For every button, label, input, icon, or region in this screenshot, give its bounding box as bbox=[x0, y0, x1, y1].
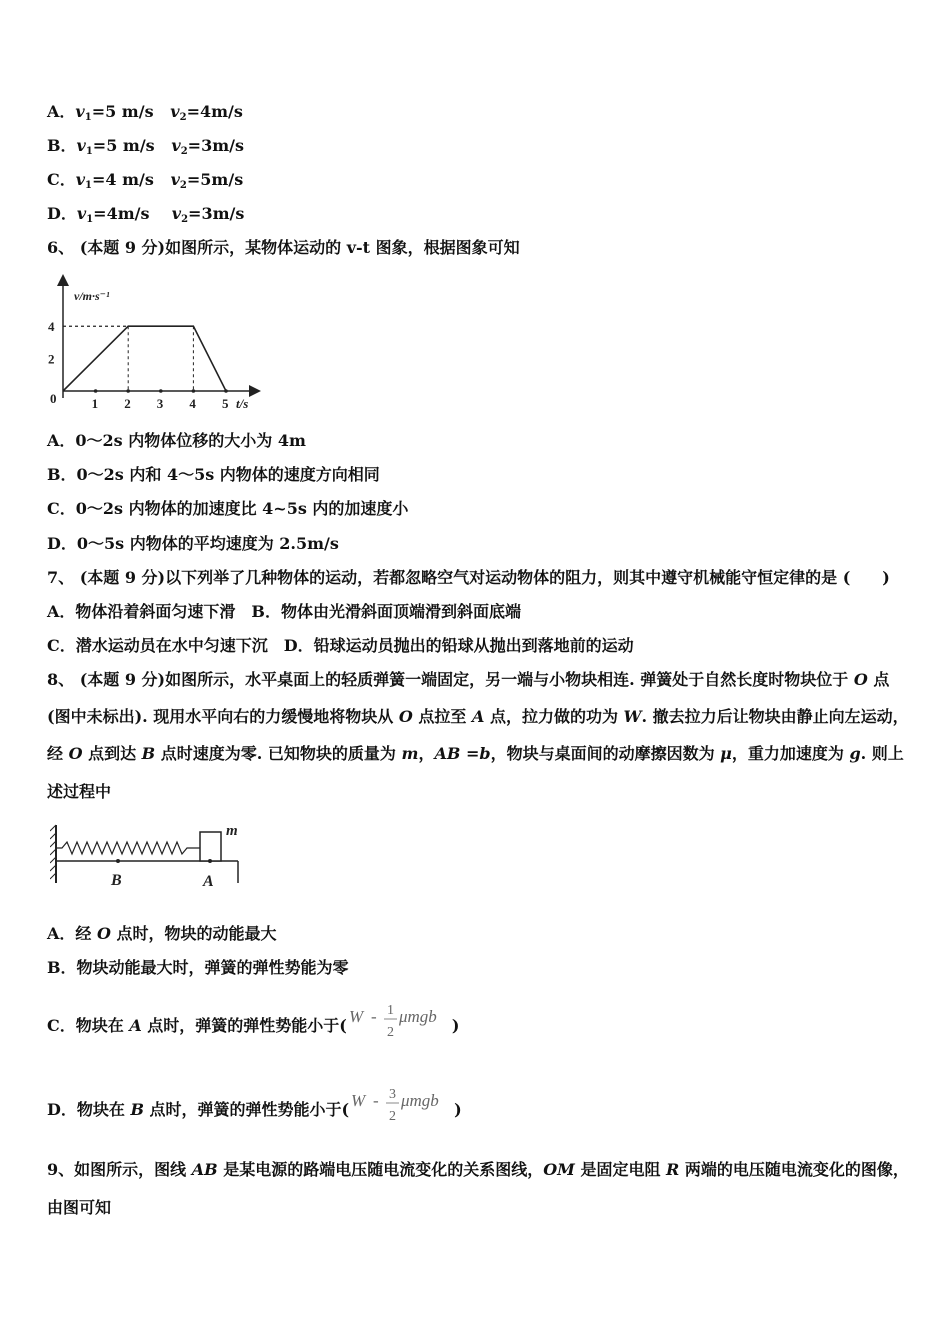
formula-c bbox=[347, 1002, 452, 1052]
svg-text:-: - bbox=[373, 1090, 379, 1110]
svg-text:2: 2 bbox=[386, 1024, 394, 1040]
q9-stem-line2: 由图可知 bbox=[47, 1198, 112, 1217]
q6-option-a: A．0～2s 内物体位移的大小为 4m bbox=[47, 431, 306, 450]
y-tick-label-4: 4 bbox=[48, 319, 55, 335]
formula-d bbox=[349, 1086, 454, 1136]
label-m: m bbox=[226, 823, 238, 839]
label-b: B bbox=[111, 872, 122, 889]
q5-option-c: C．$v_1=4$ m/s $v_2=5m/s$ bbox=[47, 170, 244, 191]
q9-stem-line1: 9、如图所示，图线 AB 是某电源的路端电压随电流变化的关系图线，OM 是固定电阻 R 两端的电压随电流变化的图像， bbox=[47, 1160, 909, 1179]
q5-option-b: B．$v_1=5$ m/s $v_2=3m/s$ bbox=[47, 136, 244, 157]
q8-option-b: B．物块动能最大时，弹簧的弹性势能为零 bbox=[47, 958, 349, 977]
x-tick-label-4: 4 bbox=[189, 396, 196, 411]
point-b-marker bbox=[116, 859, 120, 863]
svg-text:-: - bbox=[370, 1006, 377, 1026]
q8-option-a: A．经 O 点时，物块的动能最大 bbox=[47, 924, 277, 943]
x-tick-2 bbox=[126, 389, 130, 393]
x-tick-label-5: 5 bbox=[222, 396, 229, 411]
q8-stem-line4: 述过程中 bbox=[47, 782, 112, 801]
y-axis-label: v/m·s⁻¹ bbox=[74, 289, 110, 303]
x-tick-label-2: 2 bbox=[124, 396, 131, 411]
q7-options-ab: A．物体沿着斜面匀速下滑 B．物体由光滑斜面顶端滑到斜面底端 bbox=[47, 602, 521, 621]
y-tick-label-2: 2 bbox=[48, 351, 55, 367]
q5-option-a: A．$v_1=5$ m/s $v_2=4m/s$ bbox=[47, 102, 243, 123]
x-tick-5 bbox=[224, 389, 228, 393]
q6-option-c: C．0～2s 内物体的加速度比 4~5s 内的加速度小 bbox=[47, 499, 409, 518]
q8-stem-line1: 8、 (本题 9 分)如图所示，水平桌面上的轻质弹簧一端固定，另一端与小物块相连. 弹簧处于自然长度时物块位于 O 点 bbox=[47, 670, 890, 689]
series-line bbox=[63, 326, 226, 391]
point-a-marker bbox=[208, 859, 212, 863]
q6-option-b: B．0～2s 内和 4～5s 内物体的速度方向相同 bbox=[47, 465, 380, 484]
x-tick-1 bbox=[94, 389, 98, 393]
svg-text:W: W bbox=[351, 1090, 366, 1110]
block bbox=[200, 832, 221, 861]
origin-label: 0 bbox=[50, 391, 57, 406]
q8-stem-line3: 经 O 点到达 B 点时速度为零. 已知物块的质量为 m，AB =b，物块与桌面间的动摩擦因数为 μ，重力加速度为 g. 则上 bbox=[47, 744, 904, 763]
q8-option-c: C．物块在 A 点时，弹簧的弹性势能小于( W - 1 2 μmgb ) bbox=[47, 1001, 459, 1052]
x-tick-label-3: 3 bbox=[156, 396, 164, 411]
x-tick-label-1: 1 bbox=[91, 396, 99, 411]
q8-stem-line2: (图中未标出). 现用水平向右的力缓慢地将物块从 O 点拉至 A 点，拉力做的功为 W. 撤去拉力后让物块由静止向左运动， bbox=[47, 707, 909, 726]
label-a: A bbox=[203, 873, 214, 890]
x-axis-label: t/s bbox=[236, 396, 249, 411]
svg-text:μmgb: μmgb bbox=[401, 1090, 439, 1110]
svg-text:μmgb: μmgb bbox=[398, 1006, 437, 1026]
svg-text:1: 1 bbox=[386, 1002, 394, 1018]
q5-option-d: D．$v_1=4m/s$ $v_2=3m/s$ bbox=[47, 204, 245, 225]
svg-text:W: W bbox=[348, 1006, 364, 1026]
x-tick-3 bbox=[159, 389, 163, 393]
spring-block-figure bbox=[50, 815, 260, 895]
x-tick-4 bbox=[192, 389, 196, 393]
q6-stem: 6、 (本题 9 分)如图所示，某物体运动的 v-t 图象，根据图象可知 bbox=[47, 238, 520, 257]
q7-options-cd: C．潜水运动员在水中匀速下沉 D．铅球运动员抛出的铅球从抛出到落地前的运动 bbox=[47, 636, 634, 655]
q8-option-d: D．物块在 B 点时，弹簧的弹性势能小于( W - 3 2 μmgb ) bbox=[47, 1085, 462, 1136]
q7-stem: 7、 (本题 9 分)以下列举了几种物体的运动，若都忽略空气对运动物体的阻力，则其中遵守机械能守恒定律的是 ( ) bbox=[47, 568, 890, 587]
svg-text:3: 3 bbox=[389, 1086, 397, 1102]
spring bbox=[56, 842, 200, 854]
q6-option-d: D．0～5s 内物体的平均速度为 2.5m/s bbox=[47, 534, 339, 553]
vt-graph bbox=[40, 270, 270, 420]
svg-text:2: 2 bbox=[389, 1108, 397, 1124]
